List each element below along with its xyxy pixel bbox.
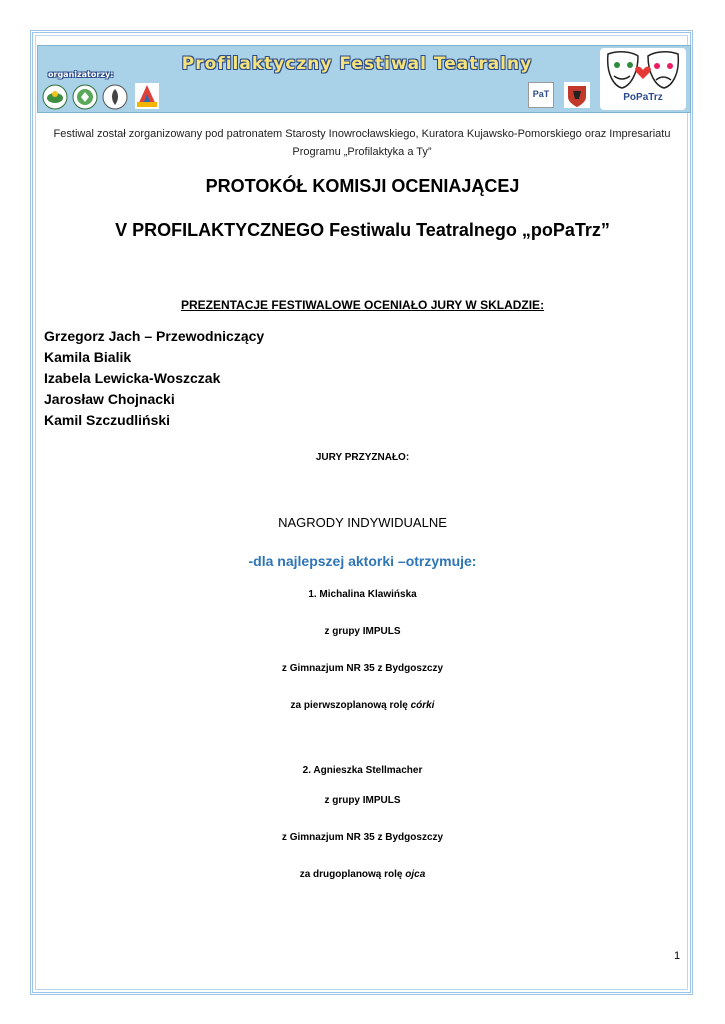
jury-member: Grzegorz Jach – Przewodniczący [44,328,265,344]
award-2-role-prefix: za drugoplanową rolę [299,869,406,880]
award-2-school: z Gimnazjum NR 35 z Bydgoszczy [281,832,444,843]
page-number: 1 [674,950,681,962]
best-actress-heading: -dla najlepszej aktorki –otrzymuje: [248,553,477,569]
organizer-logo-4-icon [134,82,160,110]
award-2-role [0,869,725,880]
award-1-role-name: córki [410,700,435,711]
award-1-role-prefix: za pierwszoplanową rolę [290,700,411,711]
jury-heading: PREZENTACJE FESTIWALOWE OCENIAŁO JURY W SKLADZIE: [180,298,545,312]
organizers-label: organizatorzy: [48,70,114,79]
award-2-group: z grupy IMPULS [324,795,401,806]
jury-member: Izabela Lewicka-Woszczak [44,370,221,386]
protocol-title: PROTOKÓŁ KOMISJI OCENIAJĄCEJ [205,176,520,196]
organizer-logo-2-icon [72,84,98,110]
jury-list [44,326,264,431]
organizer-logo-1-icon [42,84,68,110]
award-1-role [0,700,725,711]
jury-member: Kamil Szczudliński [44,412,171,428]
pat-logo: PaT [528,82,554,108]
jury-member: Jarosław Chojnacki [44,391,175,407]
regional-emblem-icon [564,82,590,108]
organizer-logo-3-icon [102,84,128,110]
banner-title: Profilaktyczny Festiwal Teatralny [181,54,533,74]
festival-banner [37,45,691,113]
jury-awarded-heading: JURY PRZYZNAŁO: [315,452,410,463]
award-2-role-name: ojca [405,869,426,880]
jury-member: Kamila Bialik [44,349,132,365]
individual-awards-heading: NAGRODY INDYWIDUALNE [278,515,447,530]
award-2-name: 2. Agnieszka Stellmacher [302,765,423,776]
theatre-masks-icon [600,48,686,96]
award-1-school: z Gimnazjum NR 35 z Bydgoszczy [281,663,444,674]
festival-title: V PROFILAKTYCZNEGO Festiwalu Teatralnego „poPaTrz” [115,220,610,240]
award-1-group: z grupy IMPULS [324,626,401,637]
festival-masks-logo [600,48,686,110]
patronage-note: Festiwal został zorganizowany pod patronatem Starosty Inowrocławskiego, Kuratora Kujawsko-Pomorskiego oraz Impresariatu Programu „Profilaktyka a Ty” [53,128,671,158]
award-1-name: 1. Michalina Klawińska [308,589,417,600]
festival-logo-text: PoPaTrz [623,92,663,103]
